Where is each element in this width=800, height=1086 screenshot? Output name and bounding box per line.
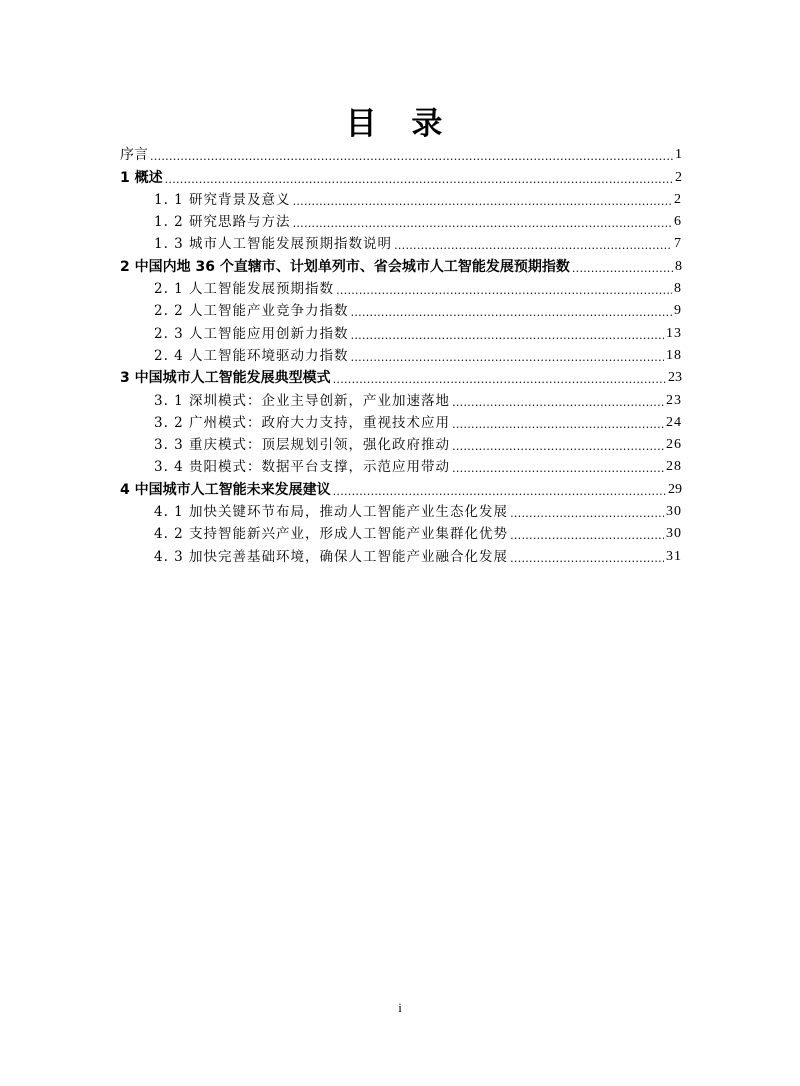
toc-entry[interactable] (120, 432, 682, 454)
toc-entry[interactable] (120, 164, 682, 186)
toc-entry-page: 31 (666, 548, 682, 564)
toc-entry-page: 18 (666, 347, 682, 363)
toc-entry[interactable] (120, 142, 682, 164)
dot-leader (351, 325, 664, 343)
toc-entry-page: 2 (675, 169, 682, 185)
page-number-footer: i (398, 1000, 402, 1015)
toc-entry-label: 1 概述 (120, 169, 163, 186)
toc-entry-label: 序言 (120, 147, 148, 164)
toc-entry[interactable] (120, 365, 682, 387)
toc-entry-page: 28 (666, 459, 682, 475)
toc-entry[interactable] (120, 499, 682, 521)
toc-entry-page: 30 (666, 526, 682, 542)
dot-leader (510, 548, 664, 566)
toc-entry[interactable] (120, 521, 682, 543)
toc-entry-page: 30 (666, 504, 682, 520)
toc-entry[interactable] (120, 410, 682, 432)
dot-leader (394, 235, 672, 253)
dot-leader (150, 146, 673, 164)
toc-entry-label: 1. 2 研究思路与方法 (154, 214, 291, 231)
toc-entry-label: 4. 2 支持智能新兴产业，形成人工智能产业集群化优势 (154, 526, 509, 543)
toc-entry-label: 2. 3 人工智能应用创新力指数 (154, 325, 349, 342)
toc-entry-page: 29 (668, 481, 682, 497)
toc-entry-page: 6 (674, 214, 682, 230)
toc-entry[interactable] (120, 209, 682, 231)
dot-leader (293, 191, 672, 209)
toc-entry-label: 2. 4 人工智能环境驱动力指数 (154, 347, 349, 364)
toc-entry[interactable] (120, 253, 682, 275)
toc-entry-label: 3 中国城市人工智能发展典型模式 (120, 370, 331, 387)
toc-entry-label: 3. 1 深圳模式：企业主导创新，产业加速落地 (154, 392, 451, 409)
dot-leader (336, 280, 672, 298)
dot-leader (351, 302, 672, 320)
toc-entry-label: 2. 1 人工智能发展预期指数 (154, 281, 335, 298)
toc-entry-label: 2. 2 人工智能产业竞争力指数 (154, 303, 349, 320)
toc-entry-page: 8 (675, 258, 682, 274)
dot-leader (572, 258, 673, 276)
toc-entry-page: 1 (675, 147, 682, 163)
toc-entry-label: 3. 3 重庆模式：顶层规划引领，强化政府推动 (154, 437, 451, 454)
toc-entry-page: 7 (674, 236, 682, 252)
toc-entry-page: 8 (674, 281, 682, 297)
dot-leader (165, 169, 673, 187)
dot-leader (293, 213, 672, 231)
toc-entry[interactable] (120, 276, 682, 298)
toc-entry[interactable] (120, 298, 682, 320)
dot-leader (333, 481, 666, 499)
toc-entry-label: 1. 3 城市人工智能发展预期指数说明 (154, 236, 393, 253)
toc-entry[interactable] (120, 454, 682, 476)
table-of-contents (120, 142, 682, 566)
toc-entry[interactable] (120, 543, 682, 565)
toc-entry-label: 3. 4 贵阳模式：数据平台支撑，示范应用带动 (154, 459, 451, 476)
dot-leader (452, 392, 664, 410)
toc-entry-label: 4. 3 加快完善基础环境，确保人工智能产业融合化发展 (154, 548, 509, 565)
toc-entry[interactable] (120, 187, 682, 209)
toc-entry-label: 2 中国内地 36 个直辖市、计划单列市、省会城市人工智能发展预期指数 (120, 258, 570, 275)
dot-leader (351, 347, 664, 365)
toc-title: 目 录 (345, 106, 455, 142)
dot-leader (510, 503, 664, 521)
toc-entry-label: 4 中国城市人工智能未来发展建议 (120, 481, 331, 498)
dot-leader (452, 414, 664, 432)
toc-entry[interactable] (120, 231, 682, 253)
toc-entry-label: 1. 1 研究背景及意义 (154, 191, 291, 208)
toc-entry[interactable] (120, 343, 682, 365)
toc-entry[interactable] (120, 387, 682, 409)
toc-entry[interactable] (120, 320, 682, 342)
dot-leader (452, 458, 664, 476)
dot-leader (452, 436, 664, 454)
toc-entry-label: 4. 1 加快关键环节布局，推动人工智能产业生态化发展 (154, 504, 509, 521)
toc-entry-page: 2 (674, 191, 682, 207)
toc-entry-page: 23 (668, 370, 682, 386)
dot-leader (333, 369, 666, 387)
toc-entry-page: 26 (666, 437, 682, 453)
toc-entry-page: 13 (666, 325, 682, 341)
toc-entry[interactable] (120, 476, 682, 498)
toc-entry-page: 24 (666, 414, 682, 430)
toc-entry-label: 3. 2 广州模式：政府大力支持，重视技术应用 (154, 414, 451, 431)
dot-leader (510, 525, 664, 543)
toc-entry-page: 9 (674, 303, 682, 319)
toc-entry-page: 23 (666, 392, 682, 408)
